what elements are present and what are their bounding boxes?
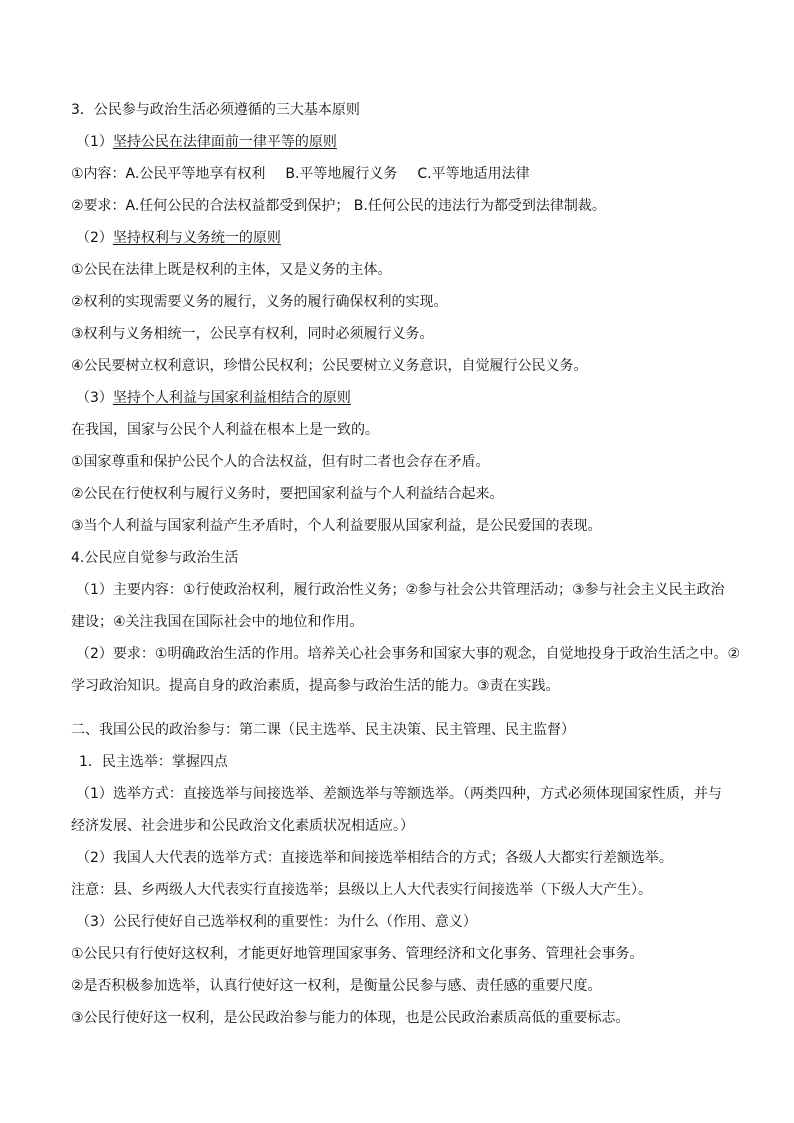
- content-item-b: B.平等地履行义务: [285, 166, 398, 182]
- election-methods-line-2: 经济发展、社会进步和公民政治文化素质状况相适应。）: [71, 818, 414, 834]
- principle-2-point-3: ③权利与义务相统一，公民享有权利，同时必须履行义务。: [71, 326, 434, 342]
- principle-3-title: 坚持个人利益与国家利益相结合的原则: [112, 390, 351, 406]
- principle-3-heading: [76, 388, 736, 408]
- principle-1-number: （1）: [76, 134, 113, 150]
- principle-2-heading: [76, 228, 736, 248]
- principle-2-point-4: ④公民要树立权利意识，珍惜公民权利；公民要树立义务意识，自觉履行公民义务。: [71, 358, 588, 374]
- participation-content-line-2: 建设；④关注我国在国际社会中的地位和作用。: [71, 614, 364, 630]
- election-note: 注意：县、乡两级人大代表实行直接选举；县级以上人大代表实行间接选举（下级人大产生）。: [71, 882, 652, 898]
- election-importance-heading: （3）公民行使好自己选举权利的重要性：为什么（作用、意义）: [76, 914, 477, 930]
- content-item-c: C.平等地适用法律: [417, 166, 530, 182]
- section-heading-three-principles: 3．公民参与政治生活必须遵循的三大基本原则: [71, 102, 360, 118]
- npc-election-method: （2）我国人大代表的选举方式：直接选举和间接选举相结合的方式；各级人大都实行差额选举。: [76, 850, 673, 866]
- participation-content-line-1: （1）主要内容：①行使政治权利，履行政治性义务；②参与社会公共管理活动；③参与社会主义民主政治: [76, 582, 725, 598]
- principle-2-point-1: ①公民在法律上既是权利的主体，又是义务的主体。: [71, 262, 392, 278]
- principle-1-content: [71, 164, 731, 184]
- participation-requirement-line-1: （2）要求：①明确政治生活的作用。培养关心社会事务和国家大事的观念，自觉地投身于政治生活之中。②: [76, 646, 741, 662]
- principle-2-point-2: ②权利的实现需要义务的履行，义务的履行确保权利的实现。: [71, 294, 448, 310]
- section-heading-participation: 4.公民应自觉参与政治生活: [71, 550, 239, 566]
- election-importance-point-2: ②是否积极参加选举，认真行使好这一权利，是衡量公民参与感、责任感的重要尺度。: [71, 978, 602, 994]
- election-importance-point-1: ①公民只有行使好这权利，才能更好地管理国家事务、管理经济和文化事务、管理社会事务。: [71, 946, 644, 962]
- principle-2-title: 坚持权利与义务统一的原则: [112, 230, 281, 246]
- principle-1-heading: [76, 132, 736, 152]
- principle-3-point-1: ①国家尊重和保护公民个人的合法权益，但有时二者也会存在矛盾。: [71, 454, 490, 470]
- participation-requirement-line-2: 学习政治知识。提高自身的政治素质，提高参与政治生活的能力。③责在实践。: [71, 678, 560, 694]
- chapter-heading-political-participation: 二、我国公民的政治参与：第二课（民主选举、民主决策、民主管理、民主监督）: [71, 722, 575, 738]
- principle-3-point-3: ③当个人利益与国家利益产生矛盾时，个人利益要服从国家利益，是公民爱国的表现。: [71, 518, 602, 534]
- election-importance-point-3: ③公民行使好这一权利，是公民政治参与能力的体现，也是公民政治素质高低的重要标志。: [71, 1010, 630, 1026]
- principle-3-number: （3）: [76, 390, 113, 406]
- principle-2-number: （2）: [76, 230, 113, 246]
- election-methods-line-1: （1）选举方式：直接选举与间接选举、差额选举与等额选举。（两类四种，方式必须体现国家性质，并与: [76, 786, 722, 802]
- principle-1-requirement: ②要求：A.任何公民的合法权益都受到保护； B.任何公民的违法行为都受到法律制裁。: [71, 198, 606, 214]
- principle-3-intro: 在我国，国家与公民个人利益在根本上是一致的。: [71, 422, 379, 438]
- principle-1-title: 坚持公民在法律面前一律平等的原则: [112, 134, 337, 150]
- principle-3-point-2: ②公民在行使权利与履行义务时，要把国家利益与个人利益结合起来。: [71, 486, 504, 502]
- content-item-a: ①内容：A.公民平等地享有权利: [71, 166, 266, 182]
- democratic-election-heading: 1．民主选举：掌握四点: [79, 754, 228, 770]
